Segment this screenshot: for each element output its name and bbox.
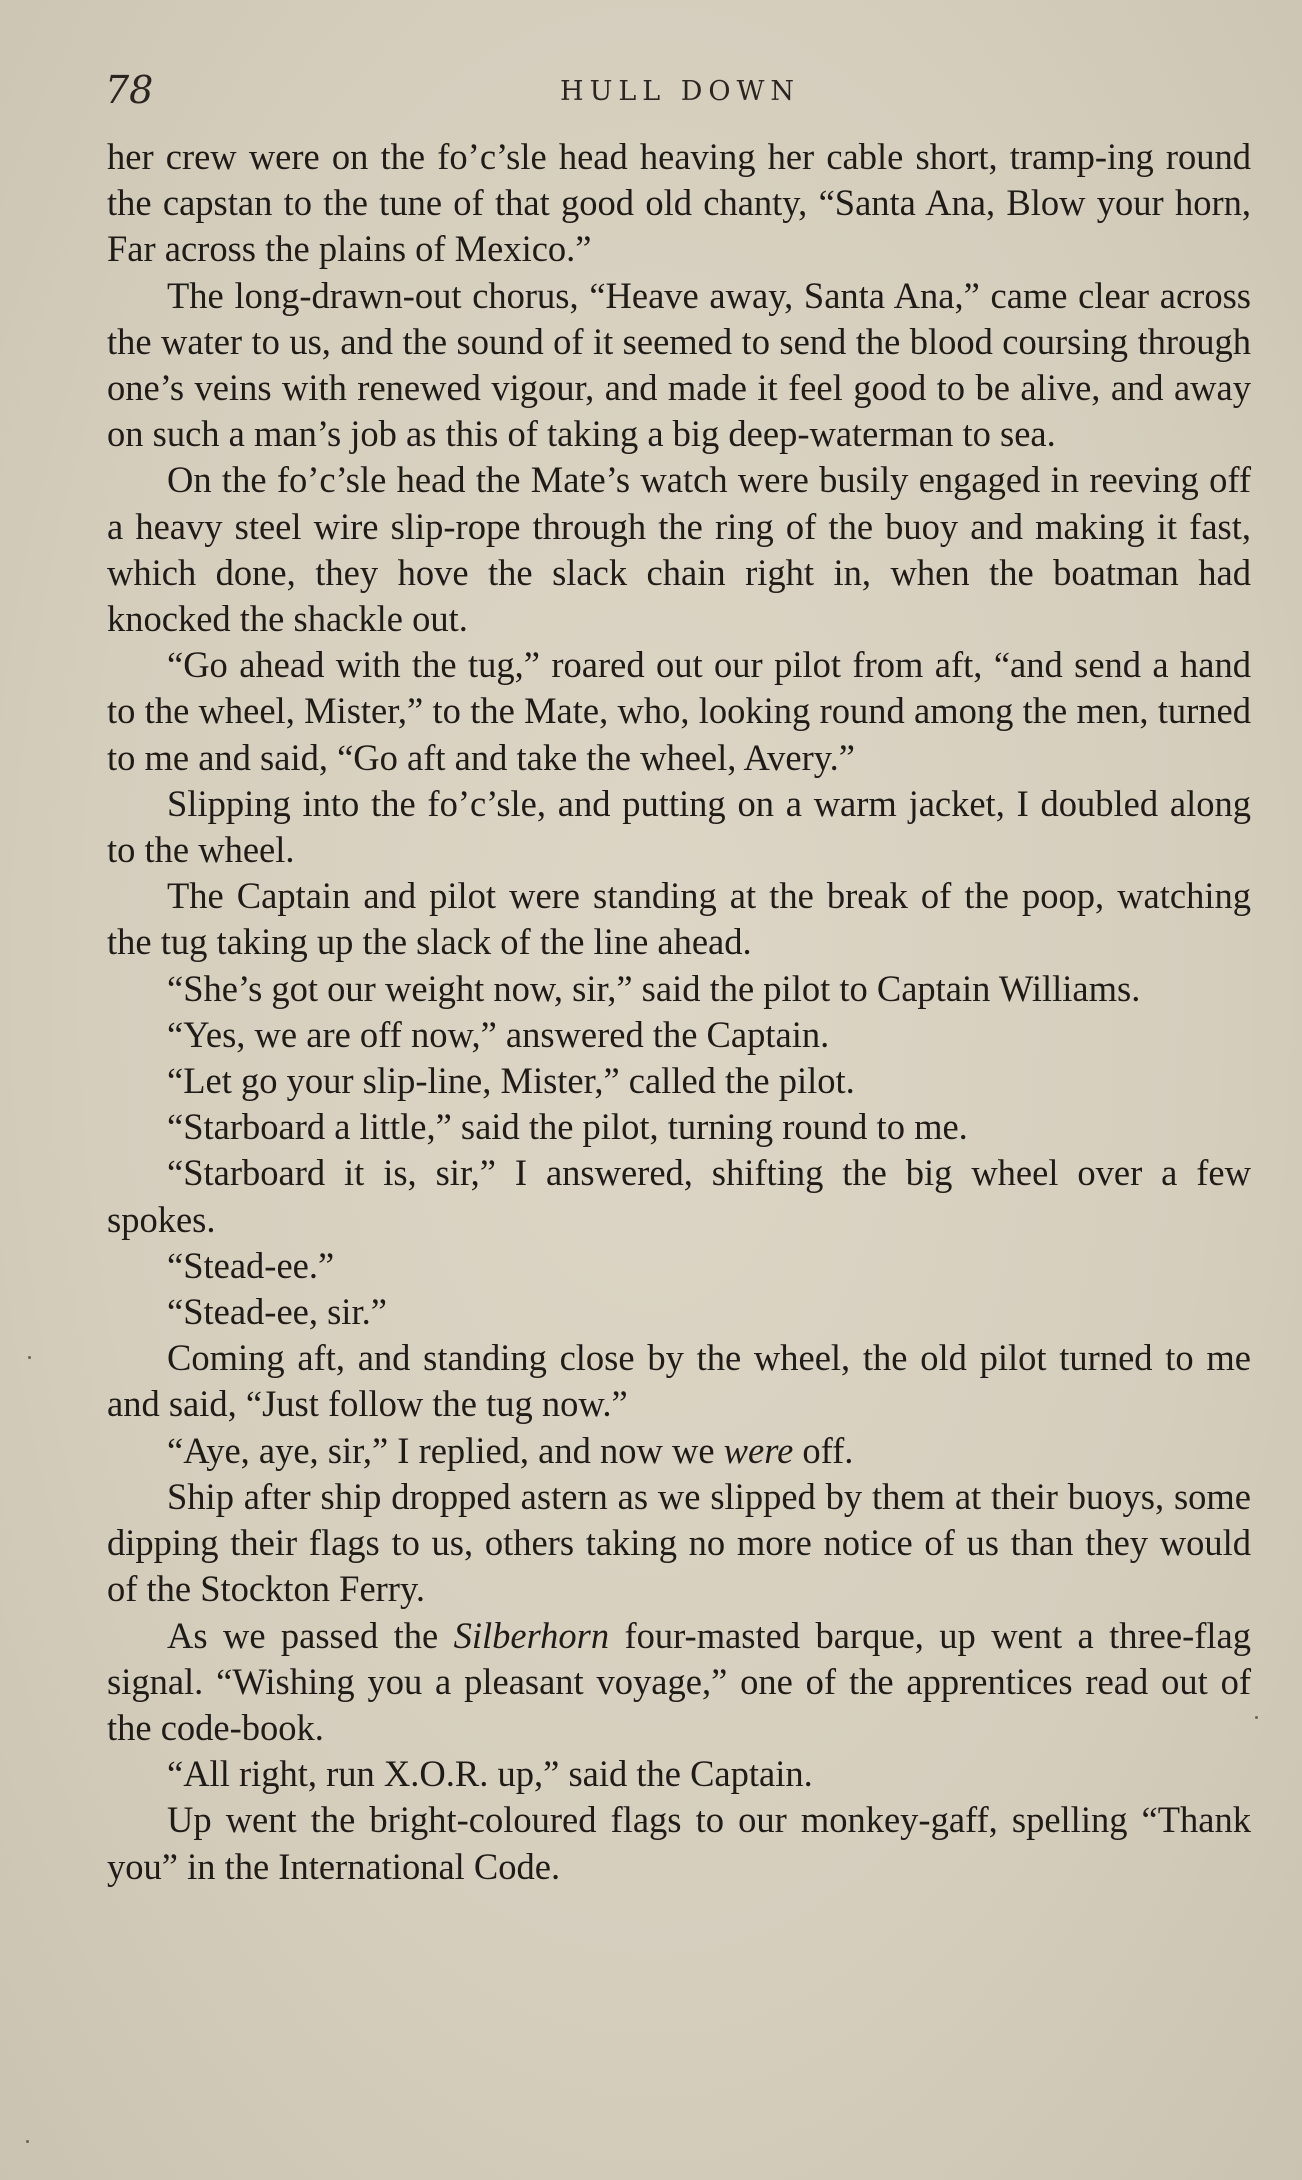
paragraph: The long-drawn-out chorus, “Heave away, Santa Ana,” came clear across the water to us, and the sound of it seemed to send the blood coursing through one’s veins with renewed vigour, and made it feel good to be alive, and away on such a man’s job as this of taking a big deep-waterman to sea. (107, 274, 1251, 455)
paragraph-text: four-masted barque, up went a three-flag signal. “Wishing you a pleasant voyage,” one of the apprentices read out of the code-book. (107, 1614, 1251, 1748)
paragraph: “Starboard it is, sir,” I answered, shifting the big wheel over a few spokes. (107, 1152, 1251, 1240)
ship-name: Silberhorn (453, 1614, 610, 1656)
paragraph-text: As we passed the (167, 1614, 454, 1656)
paper-speck (26, 2140, 29, 2143)
running-title: HULL DOWN (560, 76, 800, 107)
paragraph: Ship after ship dropped astern as we slipped by them at their buoys, some dipping their flags to us, others taking no more notice of us than they would of the Stockton Ferry. (107, 1475, 1251, 1610)
paragraph (107, 1613, 1251, 1752)
paragraph: “Stead-ee.” (167, 1244, 335, 1286)
running-head (105, 68, 1255, 118)
paragraph: “Let go your slip-line, Mister,” called the pilot. (167, 1060, 855, 1102)
paragraph: On the fo’c’sle head the Mate’s watch were busily engaged in reeving off a heavy steel wire slip-rope through the ring of the buoy and making it fast, which done, they hove the slack chain right in, when the boatman had knocked the shackle out. (107, 459, 1251, 640)
paragraph: her crew were on the fo’c’sle head heaving her cable short, tramp-ing round the capstan to the tune of that good old chanty, “Santa Ana, Blow your horn, Far across the plains of Mexico.” (107, 136, 1251, 270)
paragraph: Coming aft, and standing close by the wheel, the old pilot turned to me and said, “Just follow the tug now.” (107, 1337, 1251, 1425)
paragraph: “She’s got our weight now, sir,” said the pilot to Captain Williams. (167, 967, 1141, 1009)
page-number: 78 (105, 68, 154, 112)
paragraph: “Stead-ee, sir.” (167, 1291, 387, 1333)
paragraph: “Yes, we are off now,” answered the Captain. (167, 1013, 830, 1055)
paragraph (107, 1428, 1251, 1474)
paragraph: The Captain and pilot were standing at the break of the poop, watching the tug taking up the slack of the line ahead. (107, 875, 1251, 963)
paragraph: “Go ahead with the tug,” roared out our pilot from aft, “and send a hand to the wheel, Mister,” to the Mate, who, looking round among the men, turned to me and said, “Go aft and take the wheel, Avery.” (107, 644, 1251, 778)
paper-speck (28, 1356, 31, 1359)
body-text (107, 134, 1251, 1890)
paragraph: Up went the bright-coloured flags to our monkey-gaff, spelling “Thank you” in the International Code. (107, 1799, 1251, 1887)
paragraph-text: “Aye, aye, sir,” I replied, and now we (167, 1429, 724, 1471)
paragraph-text: off. (793, 1429, 854, 1471)
paragraph: Slipping into the fo’c’sle, and putting on a warm jacket, I doubled along to the wheel. (107, 782, 1251, 871)
paragraph: “Starboard a little,” said the pilot, turning round to me. (167, 1106, 968, 1148)
paper-speck (1255, 1716, 1258, 1719)
paragraph: “All right, run X.O.R. up,” said the Captain. (167, 1753, 813, 1795)
italic-word: were (723, 1429, 794, 1471)
